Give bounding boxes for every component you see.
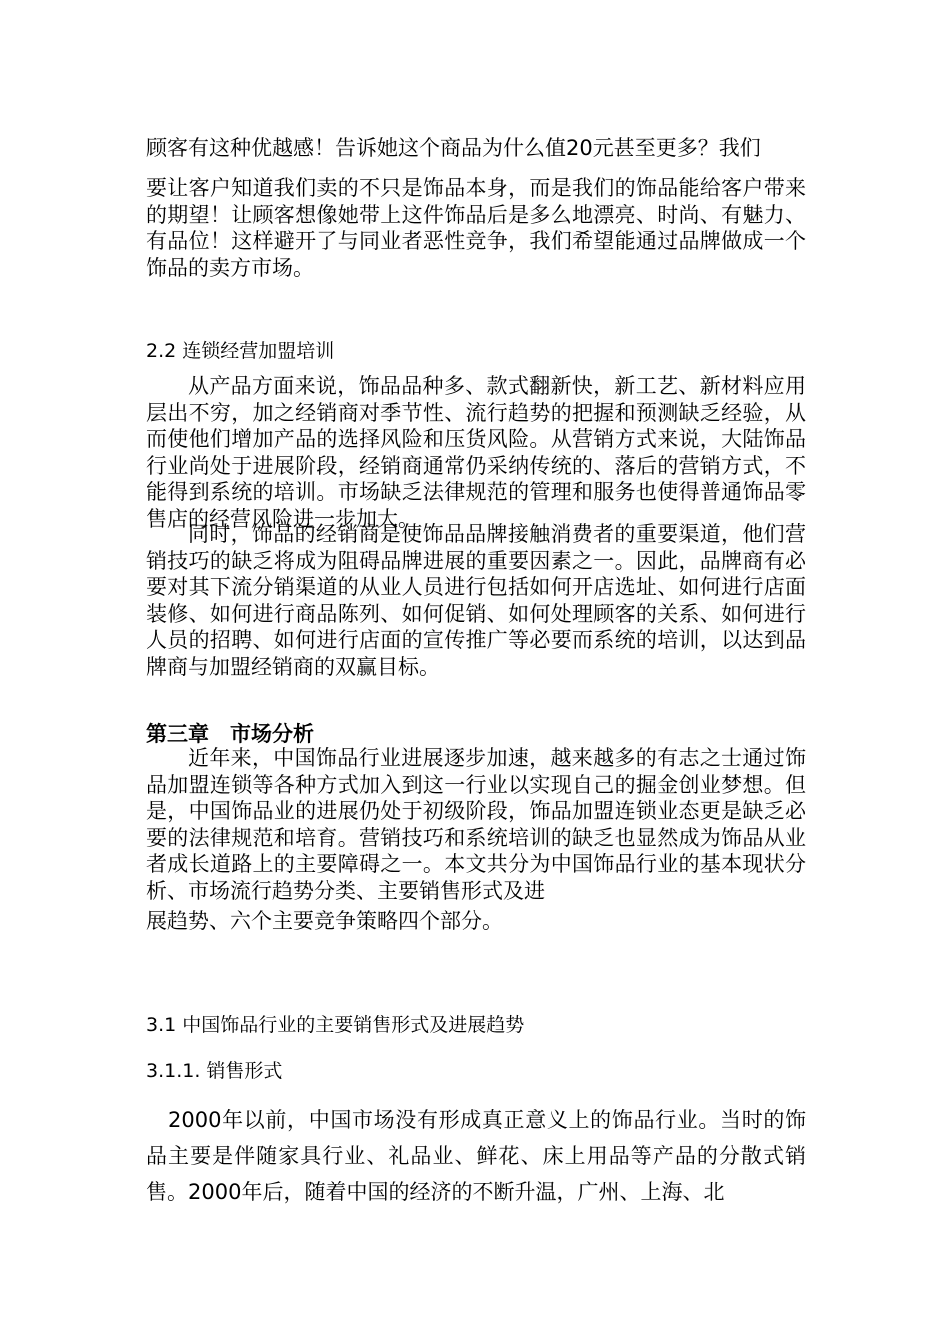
section-heading-3-1: 3.1 中国饰品行业的主要销售形式及进展趋势 — [146, 1014, 525, 1036]
chapter-number: 第三章 — [146, 722, 209, 746]
paragraph-market-overview-last-line: 展趋势、六个主要竞争策略四个部分。 — [146, 909, 503, 933]
paragraph-intro: 要让客户知道我们卖的不只是饰品本身，而是我们的饰品能给客户带来的期望！让顾客想像她带上这件饰品后是多么地漂亮、时尚、有魅力、有品位！这样避开了与同业者恶性竞争，我们希望能通过品牌做成一个饰品的卖方市场。 — [146, 176, 806, 280]
chapter-heading-3 — [146, 721, 806, 747]
paragraph-intro-first-line: 顾客有这种优越感！告诉她这个商品为什么值20元甚至更多？我们 — [146, 136, 761, 160]
chapter-title: 市场分析 — [230, 722, 314, 746]
paragraph-product-aspect: 从产品方面来说，饰品品种多、款式翻新快，新工艺、新材料应用层出不穷，加之经销商对季节性、流行趋势的把握和预测缺乏经验，从而使他们增加产品的选择风险和压货风险。从营销方式来说，大陆饰品行业尚处于进展阶段，经销商通常仍采纳传统的、落后的营销方式，不能得到系统的培训。市场缺乏法律规范的管理和服务也使得普通饰品零售店的经营风险进一步加大。 — [146, 374, 806, 531]
paragraph-distributors: 同时，饰品的经销商是使饰品品牌接触消费者的重要渠道，他们营销技巧的缺乏将成为阻碍品牌进展的重要因素之一。因此，品牌商有必要对其下流分销渠道的从业人员进行包括如何开店选址、如何进行店面装修、如何进行商品陈列、如何促销、如何处理顾客的关系、如何进行人员的招聘、如何进行店面的宣传推广等必要而系统的培训，以达到品牌商与加盟经销商的双赢目标。 — [146, 522, 806, 679]
section-heading-2-2: 2.2 连锁经营加盟培训 — [146, 340, 335, 362]
paragraph-sales-forms: 2000年以前，中国市场没有形成真正意义上的饰品行业。当时的饰品主要是伴随家具行业、礼品业、鲜花、床上用品等产品的分散式销售。2000年后，随着中国的经济的不断升温，广州、上海、北 — [146, 1108, 806, 1204]
section-heading-3-1-1: 3.1.1. 销售形式 — [146, 1060, 283, 1082]
paragraph-market-overview: 近年来，中国饰品行业进展逐步加速，越来越多的有志之士通过饰品加盟连锁等各种方式加入到这一行业以实现自己的掘金创业梦想。但是，中国饰品业的进展仍处于初级阶段，饰品加盟连锁业态更是缺乏必要的法律规范和培育。营销技巧和系统培训的缺乏也显然成为饰品从业者成长道路上的主要障碍之一。本文共分为中国饰品行业的基本现状分析、市场流行趋势分类、主要销售形式及进 — [146, 746, 806, 903]
